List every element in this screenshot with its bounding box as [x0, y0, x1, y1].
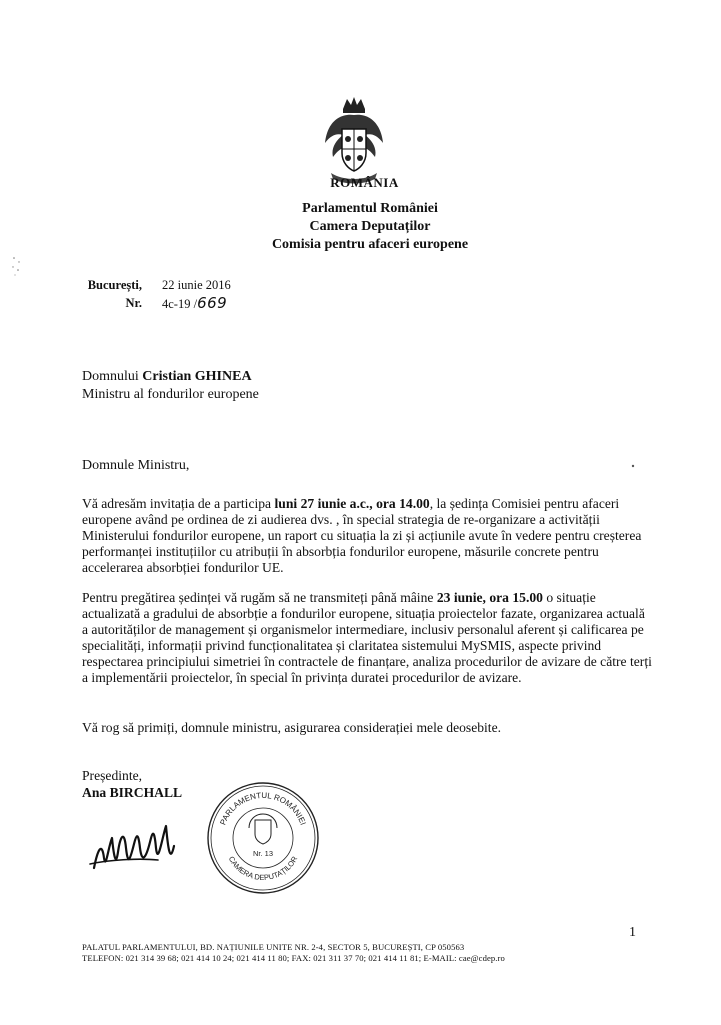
scan-artifact-icon: [10, 255, 24, 279]
document-number: [162, 294, 227, 313]
scan-artifact-icon: [630, 463, 636, 469]
footer-phone-fax-email: TELEFON: 021 314 39 68; 021 414 10 24; 021 414 11 80; FAX: 021 311 37 70; 021 414 11 81; E-MAIL: cae@cdep.ro: [82, 953, 505, 963]
coat-of-arms-icon: [321, 95, 387, 187]
salutation: Domnule Ministru,: [82, 458, 190, 473]
signer-block: [82, 767, 182, 801]
letterhead: [200, 200, 540, 254]
footer-address: PALATUL PARLAMENTULUI, BD. NAȚIUNILE UNITE NR. 2-4, SECTOR 5, BUCUREȘTI, CP 050563: [82, 942, 465, 952]
handwritten-signature-icon: [88, 808, 188, 878]
addressee-prefix: Domnului: [82, 369, 143, 384]
svg-text:PARLAMENTUL ROMÂNIEI: PARLAMENTUL ROMÂNIEI: [218, 790, 308, 827]
paragraph-text: o situație actualizată a gradului de absorbție a fondurilor europene, situația proiectelor fazate, organizarea actuală a autorităților de management și organismelor intermediare, inclusiv personalul aferent și calificarea pe specialități, informații privind funcționalitatea și claritatea sistemului MySMIS, aspecte privind respectarea principiului simetriei în contractele de finanțare, analiza procedurilor de avizare de către terți a implementării proiectelor, în special în privința duratei procedurilor de avizare.: [82, 590, 652, 685]
signer-name: Ana BIRCHALL: [82, 785, 183, 800]
meeting-datetime: luni 27 iunie a.c., ora 14.00: [274, 496, 430, 511]
handwritten-number: 669: [197, 294, 228, 312]
signer-role: Președinte,: [82, 768, 143, 783]
letterhead-parliament: Parlamentul României: [302, 201, 438, 216]
number-prefix: 4c-19 /: [162, 297, 198, 311]
page-number: 1: [629, 925, 636, 940]
letterhead-chamber: Camera Deputaților: [309, 219, 431, 234]
paragraph-text: Pentru pregătirea ședinței vă rugăm să ne transmiteți până mâine: [82, 590, 437, 605]
addressee-block: [82, 368, 259, 404]
paragraph-text: Vă adresăm invitația de a participa: [82, 496, 275, 511]
deadline-datetime: 23 iunie, ora 15.00: [436, 590, 543, 605]
document-date: 22 iunie 2016: [162, 278, 231, 292]
official-stamp-icon: [205, 780, 321, 896]
addressee-name: Cristian GHINEA: [142, 369, 252, 384]
addressee-title: Ministru al fondurilor europene: [82, 387, 259, 402]
body-paragraph-1: [82, 496, 652, 576]
closing-paragraph: Vă rog să primiți, domnule ministru, asigurarea considerației mele deosebite.: [82, 720, 502, 735]
body-paragraph-2: [82, 590, 652, 686]
country-name: ROMÂNIA: [330, 175, 399, 190]
footer-contact: [82, 942, 505, 964]
paragraph-text: , la ședința Comisiei pentru afaceri europene având pe ordinea de zi audierea dvs. , în special strategia de re-organizare a activității Ministerului fondurilor europene, un raport cu situația la zi și acțiunile avute în vedere pentru creșterea performanței instituțiilor cu atribuții în absorbția fondurilor europene, măsurile concrete pentru accelerarea absorbției fondurilor UE.: [82, 496, 642, 575]
document-meta: [80, 276, 231, 313]
stamp-number: Nr. 13: [252, 849, 274, 858]
place-label: București,: [87, 278, 142, 292]
number-label: Nr.: [125, 296, 142, 310]
letterhead-committee: Comisia pentru afaceri europene: [271, 237, 469, 252]
svg-text:CAMERA DEPUTAȚILOR: CAMERA DEPUTAȚILOR: [226, 854, 300, 883]
